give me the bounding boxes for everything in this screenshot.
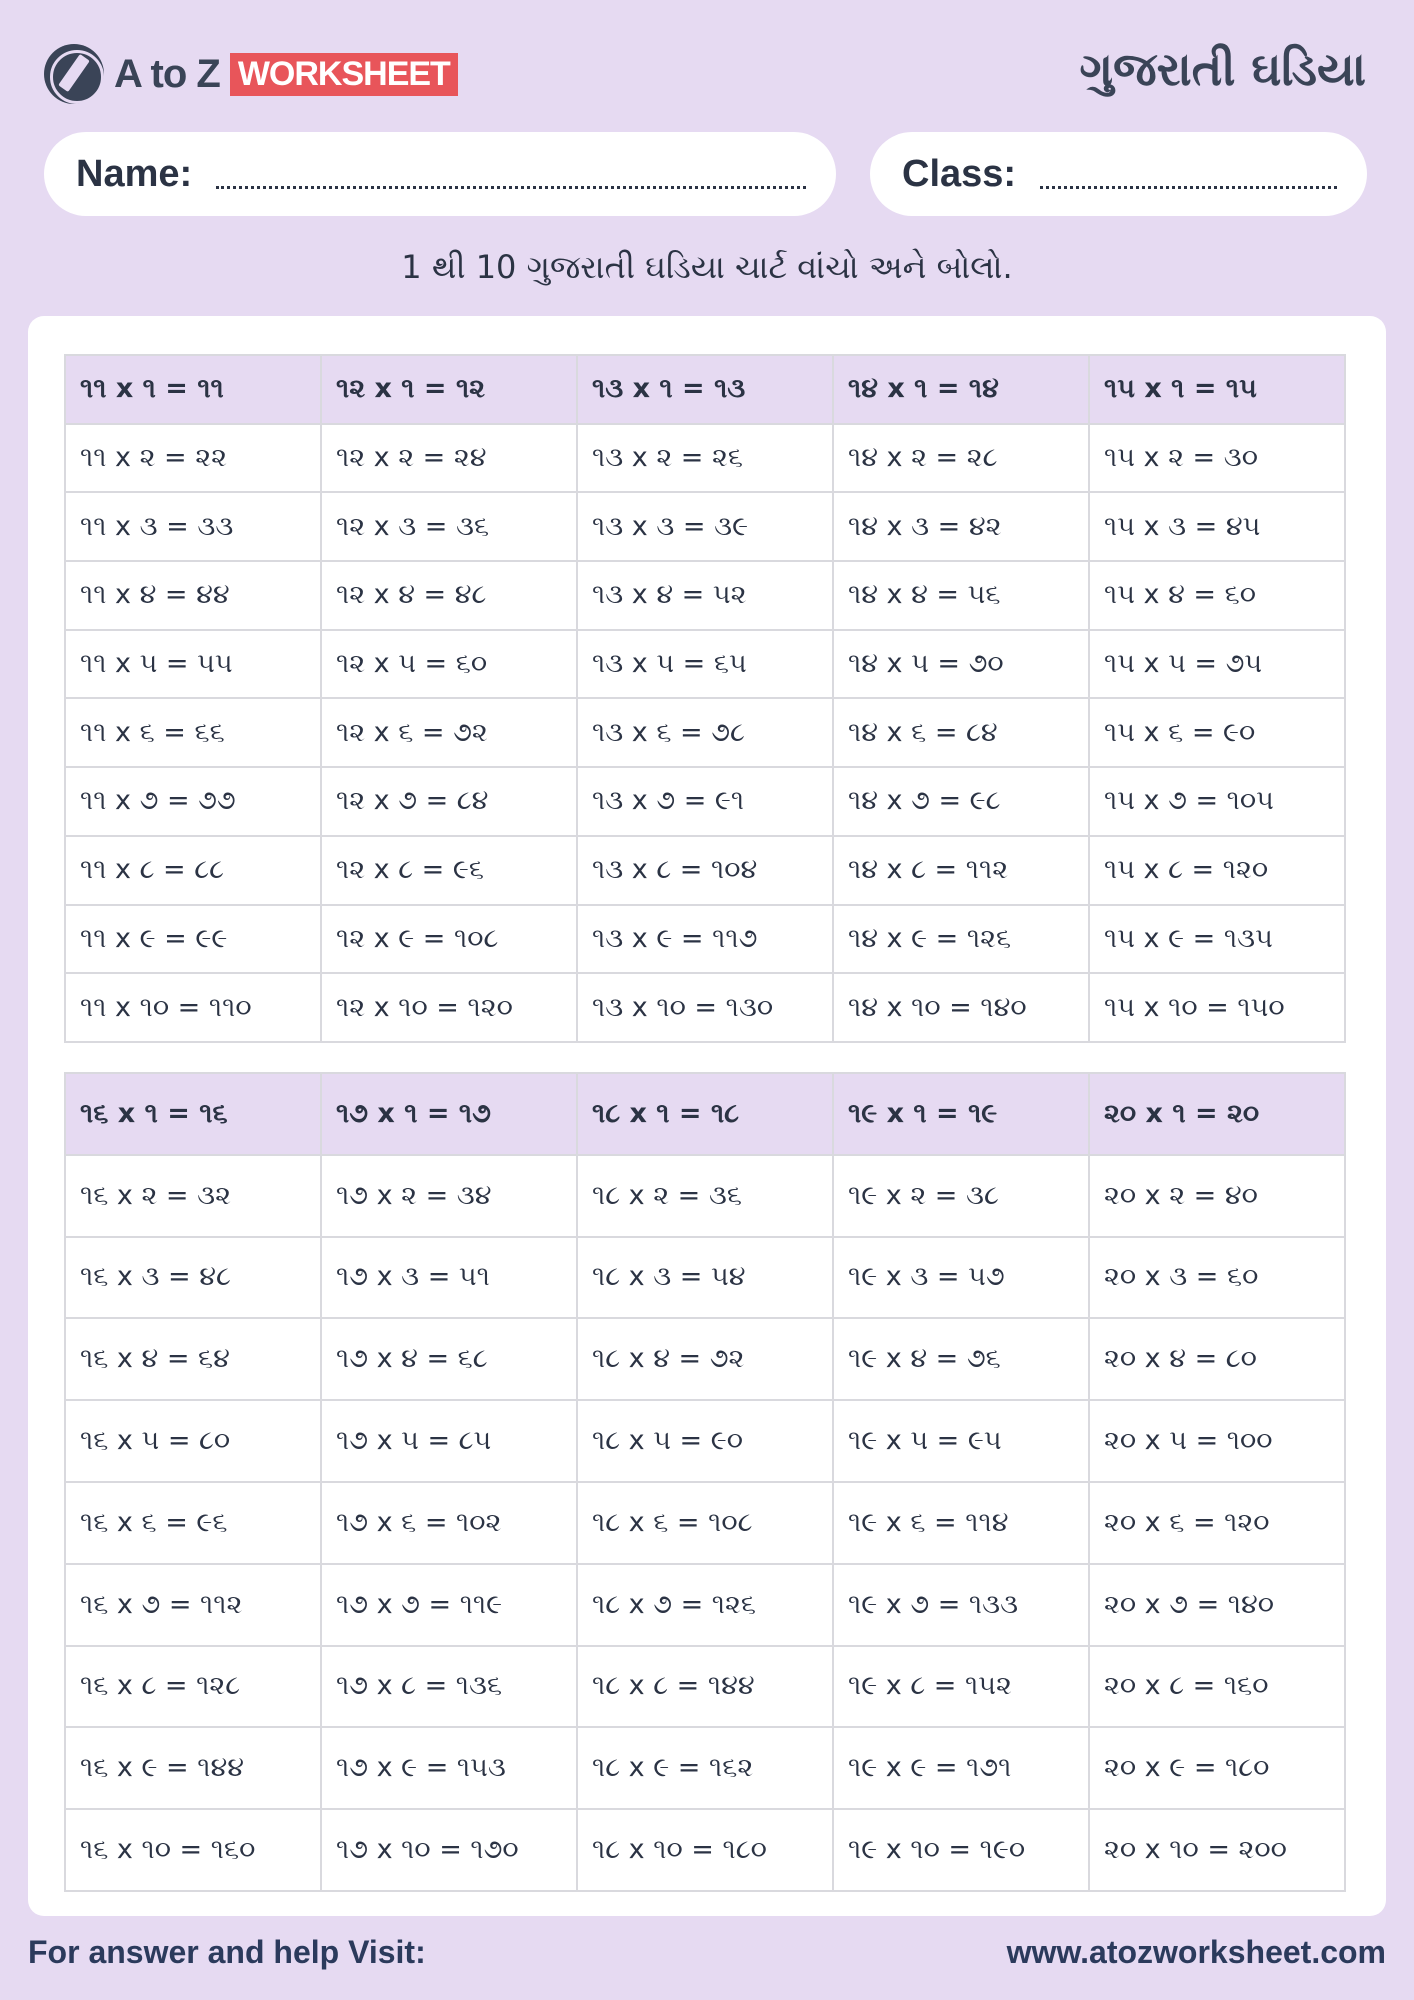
table-cell: ૧૮ x ૭ = ૧૨૬ (577, 1564, 833, 1646)
table-cell: ૧૨ x ૧ = ૧૨ (321, 355, 577, 424)
table-cell: ૧૭ x ૯ = ૧૫૩ (321, 1727, 577, 1809)
table-cell: ૨૦ x ૧૦ = ૨૦૦ (1089, 1809, 1345, 1891)
table-cell: ૧૬ x ૮ = ૧૨૮ (65, 1646, 321, 1728)
table-cell: ૧૬ x ૭ = ૧૧૨ (65, 1564, 321, 1646)
instruction-text: 1 થી 10 ગુજરાતી ઘડિયા ચાર્ટ વાંચો અને બોલો. (401, 248, 1013, 286)
table-cell: ૧૧ x ૭ = ૭૭ (65, 767, 321, 836)
name-field[interactable] (44, 132, 836, 216)
site-logo (44, 44, 458, 104)
table-row (65, 561, 1345, 630)
table-cell: ૧૮ x ૮ = ૧૪૪ (577, 1646, 833, 1728)
multiplication-table-16-20 (64, 1072, 1346, 1892)
table-cell: ૧૪ x ૮ = ૧૧૨ (833, 836, 1089, 905)
table-cell: ૧૫ x ૧ = ૧૫ (1089, 355, 1345, 424)
table-cell: ૧૮ x ૧૦ = ૧૮૦ (577, 1809, 833, 1891)
name-blank-line[interactable] (216, 186, 806, 189)
table-cell: ૨૦ x ૪ = ૮૦ (1089, 1318, 1345, 1400)
table-cell: ૧૫ x ૯ = ૧૩૫ (1089, 905, 1345, 974)
table-cell: ૧૭ x ૪ = ૬૮ (321, 1318, 577, 1400)
table-cell: ૧૨ x ૫ = ૬૦ (321, 630, 577, 699)
footer-url-link[interactable]: www.atozworksheet.com (1006, 1934, 1386, 1970)
table-row (65, 698, 1345, 767)
table-cell: ૧૭ x ૧૦ = ૧૭૦ (321, 1809, 577, 1891)
table-cell: ૧૧ x ૯ = ૯૯ (65, 905, 321, 974)
class-label: Class: (902, 152, 1017, 195)
table-cell: ૧૯ x ૫ = ૯૫ (833, 1400, 1089, 1482)
table-cell: ૧૪ x ૭ = ૯૮ (833, 767, 1089, 836)
table-cell: ૧૬ x ૫ = ૮૦ (65, 1400, 321, 1482)
table-cell: ૧૪ x ૨ = ૨૮ (833, 424, 1089, 493)
table-cell: ૨૦ x ૬ = ૧૨૦ (1089, 1482, 1345, 1564)
table-cell: ૧૪ x ૧૦ = ૧૪૦ (833, 973, 1089, 1042)
table-cell: ૧૪ x ૪ = ૫૬ (833, 561, 1089, 630)
table-header-row (65, 355, 1345, 424)
table-cell: ૧૫ x ૮ = ૧૨૦ (1089, 836, 1345, 905)
table-cell: ૧૯ x ૨ = ૩૮ (833, 1155, 1089, 1237)
table-cell: ૧૬ x ૬ = ૯૬ (65, 1482, 321, 1564)
table-row (65, 630, 1345, 699)
table-cell: ૧૧ x ૧૦ = ૧૧૦ (65, 973, 321, 1042)
table-cell: ૧૯ x ૪ = ૭૬ (833, 1318, 1089, 1400)
footer-help-text: For answer and help Visit: (28, 1934, 426, 1970)
table-cell: ૧૫ x ૪ = ૬૦ (1089, 561, 1345, 630)
table-cell: ૧૨ x ૬ = ૭૨ (321, 698, 577, 767)
table-cell: ૧૯ x ૮ = ૧૫૨ (833, 1646, 1089, 1728)
table-row (65, 973, 1345, 1042)
table-cell: ૧૮ x ૩ = ૫૪ (577, 1237, 833, 1319)
table-cell: ૧૮ x ૨ = ૩૬ (577, 1155, 833, 1237)
page-title: ગુજરાતી ઘડિયા (1079, 42, 1366, 96)
table-cell: ૧૨ x ૧૦ = ૧૨૦ (321, 973, 577, 1042)
table-cell: ૨૦ x ૫ = ૧૦૦ (1089, 1400, 1345, 1482)
table-cell: ૨૦ x ૧ = ૨૦ (1089, 1073, 1345, 1155)
table-cell: ૧૬ x ૩ = ૪૮ (65, 1237, 321, 1319)
table-cell: ૧૧ x ૨ = ૨૨ (65, 424, 321, 493)
table-row (65, 905, 1345, 974)
table-cell: ૧૧ x ૧ = ૧૧ (65, 355, 321, 424)
table-cell: ૧૩ x ૪ = ૫૨ (577, 561, 833, 630)
table-cell: ૧૩ x ૫ = ૬૫ (577, 630, 833, 699)
table-cell: ૧૧ x ૫ = ૫૫ (65, 630, 321, 699)
table-cell: ૧૩ x ૯ = ૧૧૭ (577, 905, 833, 974)
table-cell: ૧૬ x ૧૦ = ૧૬૦ (65, 1809, 321, 1891)
table-cell: ૧૩ x ૨ = ૨૬ (577, 424, 833, 493)
table-row (65, 767, 1345, 836)
table-row (65, 1237, 1345, 1319)
table-cell: ૧૩ x ૮ = ૧૦૪ (577, 836, 833, 905)
table-cell: ૧૫ x ૩ = ૪૫ (1089, 492, 1345, 561)
table-cell: ૧૭ x ૬ = ૧૦૨ (321, 1482, 577, 1564)
table-cell: ૧૭ x ૫ = ૮૫ (321, 1400, 577, 1482)
table-cell: ૧૨ x ૭ = ૮૪ (321, 767, 577, 836)
table-cell: ૧૬ x ૯ = ૧૪૪ (65, 1727, 321, 1809)
table-cell: ૧૬ x ૨ = ૩૨ (65, 1155, 321, 1237)
table-cell: ૧૯ x ૬ = ૧૧૪ (833, 1482, 1089, 1564)
table-cell: ૧૫ x ૭ = ૧૦૫ (1089, 767, 1345, 836)
table-row (65, 1564, 1345, 1646)
table-cell: ૧૫ x ૫ = ૭૫ (1089, 630, 1345, 699)
table-cell: ૧૫ x ૨ = ૩૦ (1089, 424, 1345, 493)
class-blank-line[interactable] (1040, 186, 1337, 189)
table-cell: ૧૪ x ૩ = ૪૨ (833, 492, 1089, 561)
multiplication-table-11-15 (64, 354, 1346, 1043)
table-cell: ૧૯ x ૯ = ૧૭૧ (833, 1727, 1089, 1809)
table-cell: ૧૧ x ૪ = ૪૪ (65, 561, 321, 630)
table-cell: ૧૮ x ૪ = ૭૨ (577, 1318, 833, 1400)
logo-badge: WORKSHEET (230, 53, 458, 96)
table-cell: ૧૫ x ૧૦ = ૧૫૦ (1089, 973, 1345, 1042)
table-cell: ૧૯ x ૭ = ૧૩૩ (833, 1564, 1089, 1646)
table-cell: ૧૪ x ૫ = ૭૦ (833, 630, 1089, 699)
table-cell: ૧૮ x ૬ = ૧૦૮ (577, 1482, 833, 1564)
table-cell: ૨૦ x ૭ = ૧૪૦ (1089, 1564, 1345, 1646)
table-cell: ૧૬ x ૧ = ૧૬ (65, 1073, 321, 1155)
table-cell: ૨૦ x ૨ = ૪૦ (1089, 1155, 1345, 1237)
table-cell: ૧૨ x ૩ = ૩૬ (321, 492, 577, 561)
table-cell: ૧૨ x ૯ = ૧૦૮ (321, 905, 577, 974)
table-cell: ૧૩ x ૧૦ = ૧૩૦ (577, 973, 833, 1042)
table-cell: ૧૭ x ૧ = ૧૭ (321, 1073, 577, 1155)
table-cell: ૧૯ x ૧૦ = ૧૯૦ (833, 1809, 1089, 1891)
table-cell: ૧૭ x ૮ = ૧૩૬ (321, 1646, 577, 1728)
table-cell: ૧૮ x ૫ = ૯૦ (577, 1400, 833, 1482)
table-cell: ૧૨ x ૨ = ૨૪ (321, 424, 577, 493)
table-cell: ૧૬ x ૪ = ૬૪ (65, 1318, 321, 1400)
class-field[interactable] (870, 132, 1367, 216)
table-row (65, 1482, 1345, 1564)
logo-text: A to Z (114, 51, 220, 96)
table-cell: ૧૪ x ૯ = ૧૨૬ (833, 905, 1089, 974)
table-cell: ૧૮ x ૧ = ૧૮ (577, 1073, 833, 1155)
table-row (65, 1727, 1345, 1809)
table-row (65, 1646, 1345, 1728)
tables-card (28, 316, 1386, 1916)
table-cell: ૧૩ x ૧ = ૧૩ (577, 355, 833, 424)
table-row (65, 424, 1345, 493)
table-cell: ૧૨ x ૮ = ૯૬ (321, 836, 577, 905)
table-cell: ૧૧ x ૬ = ૬૬ (65, 698, 321, 767)
table-row (65, 1155, 1345, 1237)
table-cell: ૨૦ x ૮ = ૧૬૦ (1089, 1646, 1345, 1728)
table-cell: ૧૫ x ૬ = ૯૦ (1089, 698, 1345, 767)
table-cell: ૧૩ x ૩ = ૩૯ (577, 492, 833, 561)
table-row (65, 492, 1345, 561)
table-cell: ૧૪ x ૧ = ૧૪ (833, 355, 1089, 424)
pen-circle-icon (44, 44, 104, 104)
table-cell: ૧૭ x ૭ = ૧૧૯ (321, 1564, 577, 1646)
table-cell: ૧૭ x ૩ = ૫૧ (321, 1237, 577, 1319)
table-row (65, 1318, 1345, 1400)
table-row (65, 1809, 1345, 1891)
name-label: Name: (76, 152, 193, 195)
table-cell: ૧૧ x ૮ = ૮૮ (65, 836, 321, 905)
table-cell: ૧૪ x ૬ = ૮૪ (833, 698, 1089, 767)
table-cell: ૧૨ x ૪ = ૪૮ (321, 561, 577, 630)
table-row (65, 1400, 1345, 1482)
table-cell: ૧૩ x ૬ = ૭૮ (577, 698, 833, 767)
table-cell: ૨૦ x ૩ = ૬૦ (1089, 1237, 1345, 1319)
table-row (65, 836, 1345, 905)
table-cell: ૧૯ x ૩ = ૫૭ (833, 1237, 1089, 1319)
table-cell: ૧૯ x ૧ = ૧૯ (833, 1073, 1089, 1155)
table-cell: ૧૧ x ૩ = ૩૩ (65, 492, 321, 561)
table-header-row (65, 1073, 1345, 1155)
table-cell: ૨૦ x ૯ = ૧૮૦ (1089, 1727, 1345, 1809)
table-cell: ૧૮ x ૯ = ૧૬૨ (577, 1727, 833, 1809)
table-cell: ૧૭ x ૨ = ૩૪ (321, 1155, 577, 1237)
table-cell: ૧૩ x ૭ = ૯૧ (577, 767, 833, 836)
